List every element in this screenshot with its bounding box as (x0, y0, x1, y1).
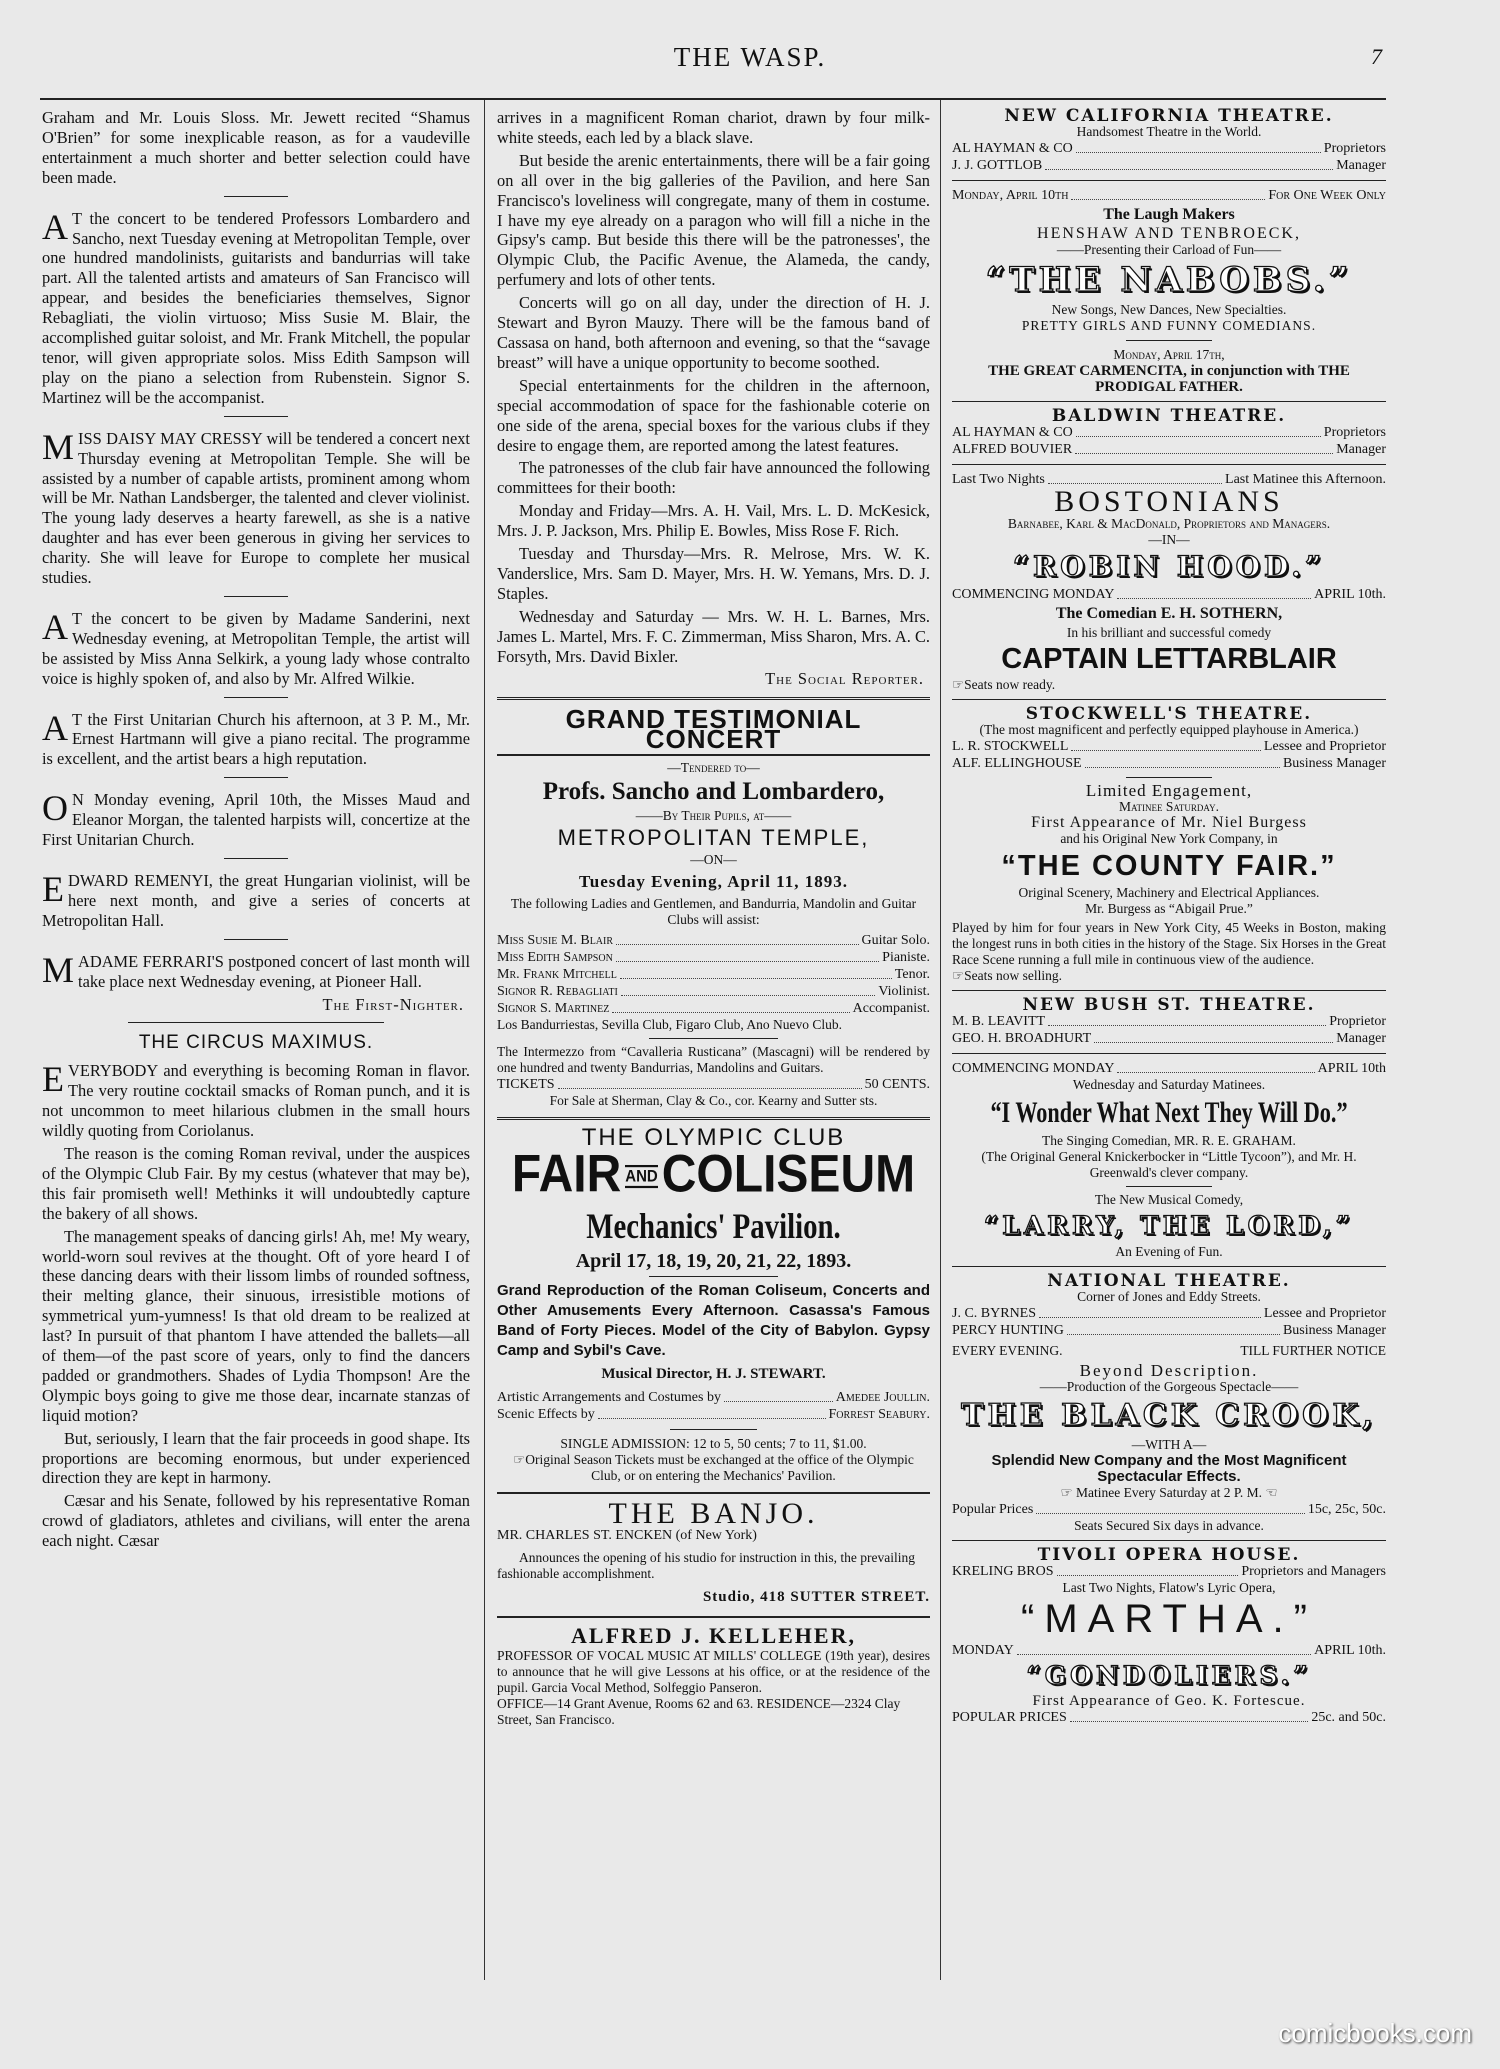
show-title: CAPTAIN LETTARBLAIR (1001, 643, 1337, 675)
article-paragraph: MADAME FERRARI'S postponed concert of last month will take place next Wednesday evening, at Pioneer Hall. (42, 949, 470, 991)
performer-list (497, 932, 930, 1017)
line: The New Musical Comedy, (1094, 1192, 1244, 1207)
line: (The Original General Knickerbocker in “Little Tycoon”), and Mr. H. Greenwald's clever company. (981, 1149, 1357, 1180)
ad-office: OFFICE—14 Grant Avenue, Rooms 62 and 63. RESIDENCE—2324 Clay Street, San Francisco. (497, 1695, 901, 1727)
article-paragraph: MISS DAISY MAY CRESSY will be tendered a concert next Thursday evening at Metropolitan Temple. She will be assisted by a number of capable artists, prominent among whom will be Mr. Nathan Landsberger, the talented and clever violinist. The young lady deserves a hearty farewell, as she is a native daughter and has ever been generous in giving her services to charity. She will leave for Europe to complete her musical studies. (42, 426, 470, 588)
ad-fair-title (497, 1145, 930, 1207)
ad-on: —ON— (690, 852, 737, 867)
article-paragraph: Graham and Mr. Louis Sloss. Mr. Jewett recited “Shamus O'Brien” for some inexplicable reason, as for a vaudeville entertainment a much shorter and better selection could have been made. (42, 108, 470, 187)
line: Original Scenery, Machinery and Electrical Appliances. (1018, 885, 1320, 900)
show-title: “ROBIN HOOD.” (1012, 550, 1326, 583)
rule (952, 990, 1386, 991)
article-paragraph: But, seriously, I learn that the fair proceeds in good shape. Its proportions are becoming enormous, but under experienced direction they are kept in harmony. (42, 1428, 470, 1488)
theatre-name: NATIONAL THEATRE. (1047, 1271, 1291, 1291)
arr-label: Artistic Arrangements and Costumes by (497, 1389, 721, 1405)
staff-line: L. R. STOCKWELL Lessee and Proprietor (952, 739, 1386, 754)
line: Matinee Saturday. (1119, 799, 1219, 814)
ad-scenic (497, 1406, 930, 1423)
ad-beneficiaries: Profs. Sancho and Lombardero, (542, 778, 885, 806)
line: —IN— (1148, 532, 1190, 547)
theatre-name: BALDWIN THEATRE. (1051, 406, 1287, 426)
ad-title: GRAND TESTIMONIAL CONCERT (497, 710, 930, 756)
ad-admission: SINGLE ADMISSION: 12 to 5, 50 cents; 7 to 11, $1.00. (560, 1435, 867, 1451)
ad-text: PROFESSOR OF VOCAL MUSIC AT MILLS' COLLEGE (19th year), desires to announce that he will give Lessons at his office, or at the residence of the pupil. Garcia Vocal Method, Solfeggio Panseron. (497, 1647, 930, 1695)
staff-line: GEO. H. BROADHURT Manager (952, 1031, 1386, 1046)
tickets-price: 50 CENTS. (864, 1076, 930, 1092)
ad-olympic-club (497, 1117, 930, 1484)
ad-title: ALFRED J. KELLEHER, (571, 1622, 856, 1648)
ad-pavilion: Mechanics' Pavilion. (586, 1206, 841, 1247)
page-header (0, 40, 1500, 90)
date-line: MONDAY APRIL 10th. (952, 1643, 1386, 1658)
staff-line: KRELING BROS Proprietors and Managers (952, 1564, 1386, 1579)
theatre-name: NEW BUSH ST. THEATRE. (1022, 995, 1316, 1015)
rule (649, 1276, 779, 1277)
line: The Comedian E. H. SOTHERN, (1055, 605, 1283, 622)
line: Limited Engagement, (1085, 781, 1253, 800)
article-paragraph: The management speaks of dancing girls! Ah, me! My weary, world-worn soul revives at the thought. Oft of yore heard I of these dancing dears with their lissom limbs of rounded softness, their melting glance, their sinuous, irresistible motions of symmetrical yum-yumness! Is that old dream to be realized at last? In pursuit of that phantom I have attended the ballets—all of them—of the past score of years, only to find the dancers padded or grandmothers. Shades of Lydia Thompson! Are the Olympic boys going to give me those dear, incarnate stanzas of liquid motion? (42, 1226, 470, 1425)
rule (1126, 1186, 1213, 1187)
rule (1126, 340, 1213, 341)
scenic-name: Forrest Seabury. (828, 1406, 930, 1422)
staff-line: AL HAYMAN & CO Proprietors (952, 141, 1386, 156)
rule (952, 180, 1386, 181)
ad-arrangements (497, 1389, 930, 1406)
byline: The Social Reporter. (765, 669, 924, 689)
date-line: COMMENCING MONDAY APRIL 10th (952, 1061, 1386, 1076)
page-number: 7 (1371, 44, 1382, 69)
staff-line: AL HAYMAN & CO Proprietors (952, 425, 1386, 440)
line: ☞Seats now selling. (952, 968, 1062, 983)
line: Beyond Description. (1079, 1361, 1259, 1380)
line: The Singing Comedian, MR. R. E. GRAHAM. (1042, 1133, 1296, 1148)
staff-line: M. B. LEAVITT Proprietor (952, 1014, 1386, 1029)
ad-intermezzo: The Intermezzo from “Cavalleria Rusticana” (Mascagni) will be rendered by one hundred and twenty Bandurrias, Mandolins and Guitars. (497, 1043, 930, 1075)
article-paragraph: ON Monday evening, April 10th, the Misses Maud and Eleanor Morgan, the talented harpists will, concertize at the First Unitarian Church. (42, 788, 470, 850)
separator (224, 697, 288, 698)
date-line: COMMENCING MONDAY APRIL 10th. (952, 587, 1386, 602)
coliseum-word: COLISEUM (661, 1144, 916, 1204)
show-title: “GONDOLIERS.” (1026, 1661, 1312, 1690)
staff-line: J. J. GOTTLOB Manager (952, 158, 1386, 173)
theatre-name: NEW CALIFORNIA THEATRE. (1004, 108, 1334, 126)
article-paragraph: But beside the arenic entertainments, there will be a fair going on all over in the big galleries of the Pavilion, and here San Francisco's loveliness will congregate, many of them in costume. I have my eye already on a paragon who will fill a niche in the Gipsy's camp. But beside this there will be the patronesses', the Olympic Club, the Pacific Avenue, the Alameda, the candy, perfumery and lots of other tents. (497, 150, 930, 290)
line: ——Production of the Gorgeous Spectacle—— (1039, 1379, 1299, 1394)
ad-title: THE BANJO. (608, 1496, 819, 1530)
rule (670, 1429, 757, 1430)
article-paragraph: Monday and Friday—Mrs. A. H. Vail, Mrs. L. D. McKesick, Mrs. J. P. Jackson, Mrs. Philip E. Bowles, Miss Rose F. Rich. (497, 501, 930, 541)
company-name: BOSTONIANS (1054, 485, 1284, 518)
column-1 (42, 108, 470, 1983)
rule (128, 1022, 385, 1023)
theatre-name: STOCKWELL'S THEATRE. (1025, 704, 1313, 724)
line: Barnabee, Karl & MacDonald, Proprietors and Managers. (1007, 516, 1331, 531)
line: Played by him for four years in New York City, 45 Weeks in Boston, making the longest runs in both cities in the history of the Stage. Six Horses in the Great Race Scene running a full mile in continuous view of the audience. (952, 920, 1386, 967)
performer-row: Mr. Frank Mitchell Tenor. (497, 966, 930, 982)
line: Monday, April 17th, (1113, 347, 1225, 362)
column-rule-2 (940, 100, 941, 1980)
fair-word: FAIR (511, 1144, 622, 1204)
separator (224, 858, 288, 859)
line: Splendid New Company and the Most Magnificent Spectacular Effects. (991, 1452, 1347, 1485)
staff-line: ALFRED BOUVIER Manager (952, 442, 1386, 457)
tickets-label: TICKETS (497, 1076, 555, 1092)
rule (649, 1038, 779, 1039)
show-title: “THE NABOBS.” (985, 260, 1353, 300)
show-title: “I Wonder What Next They Will Do.” (990, 1096, 1348, 1129)
ad-sale: For Sale at Sherman, Clay & Co., cor. Kearny and Sutter sts. (549, 1092, 878, 1108)
rule (952, 1053, 1386, 1054)
theatre-tag: Handsomest Theatre in the World. (1076, 124, 1262, 139)
article-paragraph: Special entertainments for the children in the afternoon, special accommodation of space for the fashionable coterie on one side of the arena, special boxes for the various clubs if they desire to engage them, are reported among the latest features. (497, 375, 930, 455)
ad-date: Tuesday Evening, April 11, 1893. (579, 872, 848, 891)
article-paragraph: Cæsar and his Senate, followed by his representative Roman crowd of gladiators, athletes and civilians, will enter the arena each night. Cæsar (42, 1491, 470, 1551)
line: First Appearance of Mr. Niel Burgess (1031, 814, 1307, 831)
ad-banjo (497, 1492, 930, 1608)
line: (The most magnificent and perfectly equipped playhouse in America.) (979, 722, 1359, 737)
date-line: EVERY EVENING. TILL FURTHER NOTICE (952, 1343, 1386, 1358)
rule (952, 699, 1386, 700)
ad-subtitle: —Tendered to— (667, 760, 760, 776)
ad-description: Grand Reproduction of the Roman Coliseum, Concerts and Other Amusements Every Afternoon. Casassa's Famous Band of Forty Pieces. Model of the City of Babylon. Gypsy Camp and Sybil's Cave. (497, 1282, 930, 1360)
rule (1126, 777, 1213, 778)
article-paragraph: arrives in a magnificent Roman chariot, drawn by four milk-white steeds, each led by a black slave. (497, 108, 930, 147)
ad-tickets (497, 1076, 930, 1093)
date-line: Last Two Nights Last Matinee this Afternoon. (952, 472, 1386, 487)
article-paragraph: AT the First Unitarian Church his afternoon, at 3 P. M., Mr. Ernest Hartmann will give a piano recital. The programme is excellent, and the artist bears a high reputation. (42, 707, 470, 769)
article-paragraph: EVERYBODY and everything is becoming Roman in flavor. The very routine cocktail smacks of Roman punch, and it is not uncommon to meet hilarious clubmen in the small hours wildly quoting from Coriolanus. (42, 1059, 470, 1141)
separator (224, 196, 288, 197)
line: Corner of Jones and Eddy Streets. (1077, 1289, 1261, 1304)
scenic-label: Scenic Effects by (497, 1406, 595, 1422)
staff-line: PERCY HUNTING Business Manager (952, 1323, 1386, 1338)
article-paragraph: Concerts will go on all day, under the direction of H. J. Stewart and Byron Mauzy. There will be the famous band of Cassasa on hand, both afternoon and evening, so that the “savage breast” will have a unique opportunity to become soothed. (497, 293, 930, 372)
watermark: comicbooks.com (1278, 2018, 1472, 2048)
article-heading: THE CIRCUS MAXIMUS. (138, 1032, 374, 1054)
ad-venue: METROPOLITAN TEMPLE, (557, 825, 870, 851)
ad-testimonial-concert (497, 697, 930, 1109)
line: First Appearance of Geo. K. Fortescue. (1032, 1693, 1306, 1709)
ad-intro: The following Ladies and Gentlemen, and Bandurria, Mandolin and Guitar Clubs will assist: (510, 895, 917, 927)
column-3 (952, 108, 1386, 1983)
separator (224, 596, 288, 597)
line: ☞ Matinee Every Saturday at 2 P. M. ☜ (1060, 1485, 1278, 1500)
date-line: Monday, April 10th For One Week Only (952, 188, 1386, 203)
and-word: AND (625, 1165, 658, 1188)
column-2 (497, 108, 930, 1983)
arr-name: Amedee Joullin. (835, 1389, 930, 1405)
rule (952, 1266, 1386, 1267)
line: and his Original New York Company, in (1060, 831, 1278, 846)
separator (224, 777, 288, 778)
article-paragraph: Wednesday and Saturday — Mrs. W. H. L. Barnes, Mrs. James L. Martel, Mrs. F. C. Zimmerman, Miss Sharon, Mrs. A. C. Forsyth, Mrs. David Bixler. (497, 606, 930, 666)
line: ——Presenting their Carload of Fun—— (1056, 242, 1282, 257)
staff-line: J. C. BYRNES Lessee and Proprietor (952, 1306, 1386, 1321)
show-title: “LARRY, THE LORD,” (983, 1211, 1355, 1240)
ad-clubs: Los Bandurriestas, Sevilla Club, Figaro Club, Ano Nuevo Club. (497, 1016, 842, 1032)
article-paragraph: The patronesses of the club fair have announced the following committees for their booth: (497, 458, 930, 498)
line: —WITH A— (1131, 1437, 1207, 1452)
line: Mr. Burgess as “Abigail Prue.” (1085, 901, 1253, 916)
theatre-name: TIVOLI OPERA HOUSE. (1037, 1545, 1301, 1565)
line: An Evening of Fun. (1115, 1244, 1223, 1259)
ad-director: Musical Director, H. J. STEWART. (601, 1366, 826, 1383)
ad-teacher: MR. CHARLES ST. ENCKEN (of New York) (497, 1527, 757, 1543)
article-paragraph: AT the concert to be tendered Professors Lombardero and Sancho, next Tuesday evening at Metropolitan Temple, over one hundred mandolinists, guitarists and bandurrias will take part. All the talented artists and amateurs of San Francisco will appear, and besides the beneficiaries themselves, Signor Rebagliati, the violin virtuoso; Miss Susie M. Blair, the accomplished guitar soloist, and Mr. Frank Mitchell, the popular tenor, will given appropriate solos. Miss Edith Sampson will play on the piano a selection from Rubenstein. Signor S. Martinez will be the accompanist. (42, 206, 470, 407)
price-line: POPULAR PRICES 25c. and 50c. (952, 1710, 1386, 1725)
ad-dates: April 17, 18, 19, 20, 21, 22, 1893. (575, 1250, 852, 1273)
staff-line: ALF. ELLINGHOUSE Business Manager (952, 756, 1386, 771)
masthead-title: THE WASP. (673, 42, 827, 72)
ad-kelleher (497, 1616, 930, 1728)
line: Seats Secured Six days in advance. (1074, 1518, 1264, 1533)
rule (952, 401, 1386, 402)
line: New Songs, New Dances, New Specialties. (1051, 302, 1287, 317)
header-rule (40, 98, 1386, 100)
article-paragraph: EDWARD REMENYI, the great Hungarian violinist, will be here next month, and give a series of concerts at Metropolitan Hall. (42, 869, 470, 930)
ad-season: ☞Original Season Tickets must be exchanged at the office of the Olympic Club, or on entering the Mechanics' Pavilion. (513, 1451, 914, 1483)
show-title: THE BLACK CROOK, (961, 1398, 1377, 1433)
price-line: Popular Prices 15c, 25c, 50c. (952, 1502, 1386, 1517)
column-rule-1 (484, 100, 485, 1980)
show-title: “MARTHA.” (1021, 1597, 1317, 1641)
article-paragraph: AT the concert to be given by Madame Sanderini, next Wednesday evening, at Metropolitan Temple, the artist will be assisted by Miss Anna Selkirk, a young lady whose contralto voice is highly spoken of, and also by Mr. Alfred Wilkie. (42, 606, 470, 688)
performer-row: Signor R. Rebagliati Violinist. (497, 983, 930, 999)
rule (952, 1540, 1386, 1541)
line: In his brilliant and successful comedy (1066, 625, 1272, 640)
performer-row: Miss Edith Sampson Pianiste. (497, 949, 930, 965)
line: Wednesday and Saturday Matinees. (1072, 1077, 1266, 1092)
line: HENSHAW AND TENBROECK, (1037, 225, 1301, 242)
ad-club: THE OLYMPIC CLUB (581, 1123, 846, 1151)
article-paragraph: Tuesday and Thursday—Mrs. R. Melrose, Mrs. W. K. Vanderslice, Mrs. Sam D. Mayer, Mrs. H. W. Yemans, Mrs. D. J. Staples. (497, 544, 930, 603)
rule (952, 464, 1386, 465)
line: THE GREAT CARMENCITA, in conjunction with THE PRODIGAL FATHER. (988, 363, 1350, 395)
ad-studio: Studio, 418 SUTTER STREET. (702, 1588, 930, 1605)
article-paragraph: The reason is the coming Roman revival, under the auspices of the Olympic Club Fair. By my cestus (whatever that may be), this fair promiseth well! Methinks it will undoubtedly capture the bakery of all shows. (42, 1143, 470, 1223)
performer-row: Signor S. Martinez Accompanist. (497, 1000, 930, 1016)
separator (224, 416, 288, 417)
byline: The First-Nighter. (322, 994, 464, 1014)
line: The Laugh Makers (1103, 206, 1235, 223)
line: PRETTY GIRLS AND FUNNY COMEDIANS. (1021, 318, 1317, 333)
ad-text: Announces the opening of his studio for instruction in this, the prevailing fashionable accomplishment. (497, 1549, 915, 1581)
ad-by-line: ——By Their Pupils, at—— (635, 808, 792, 824)
line: ☞Seats now ready. (952, 677, 1056, 692)
line: Last Two Nights, Flatow's Lyric Opera, (1062, 1580, 1276, 1595)
show-title: “THE COUNTY FAIR.” (1001, 850, 1337, 882)
separator (224, 939, 288, 940)
performer-row: Miss Susie M. Blair Guitar Solo. (497, 932, 930, 948)
